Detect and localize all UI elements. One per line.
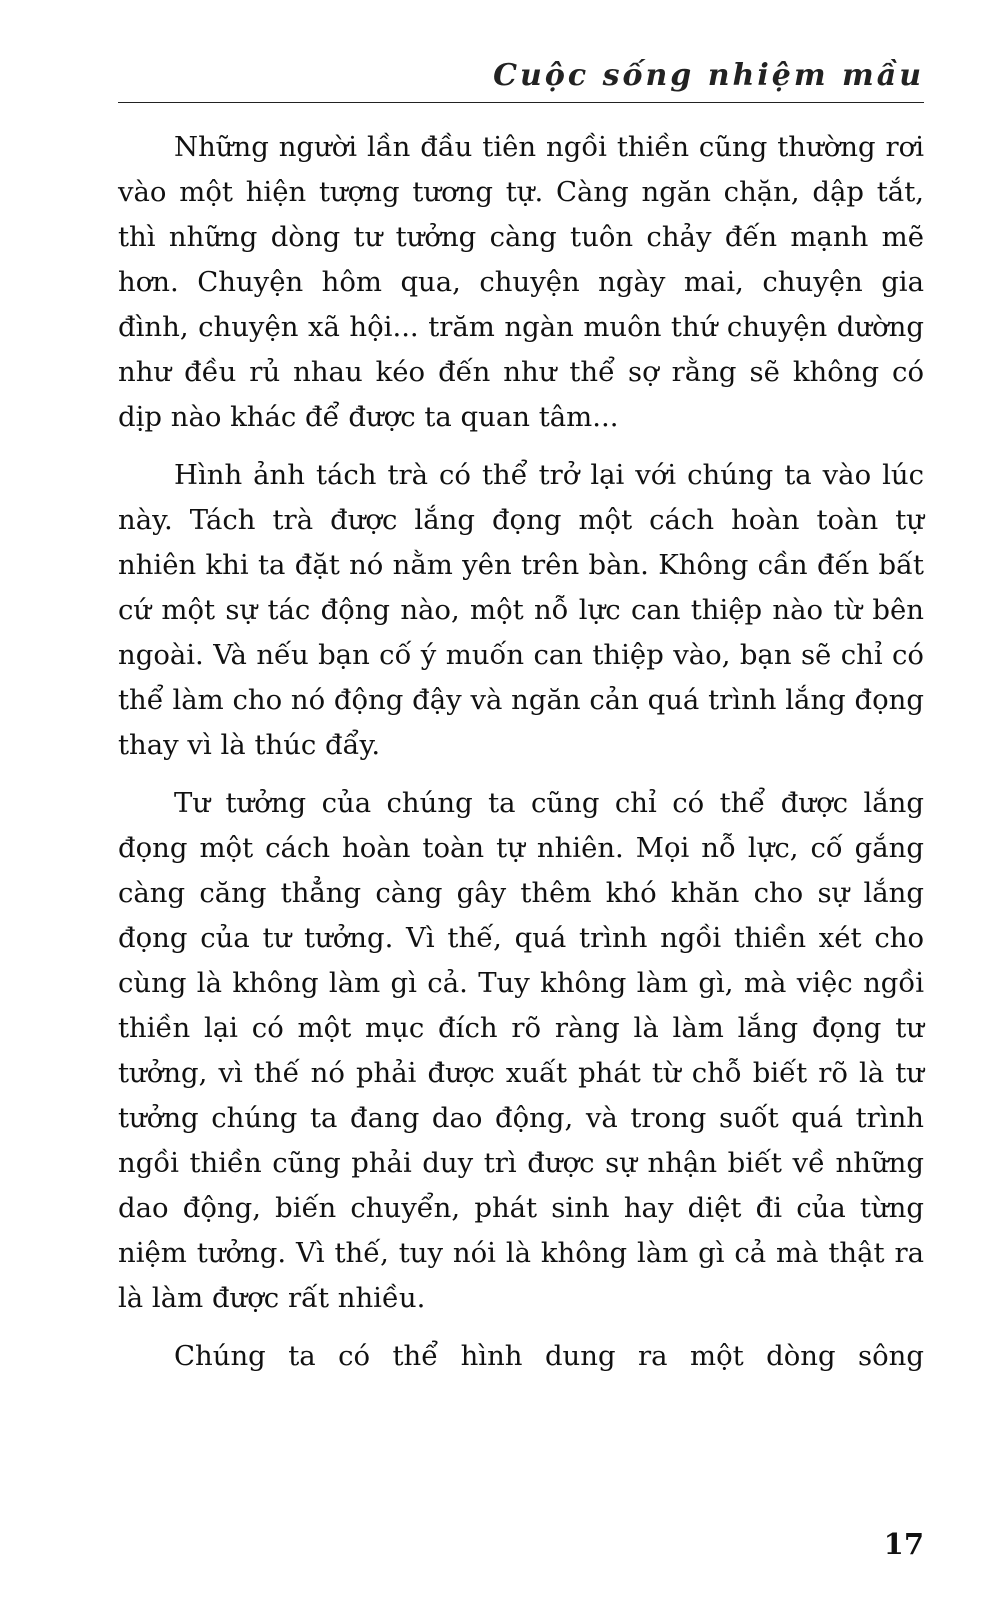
paragraph: Chúng ta có thể hình dung ra một dòng sông [174, 1340, 924, 1372]
paragraph: Tư tưởng của chúng ta cũng chỉ có thể được lắng đọng một cách hoàn toàn tự nhiên. Mọi nỗ lực, cố gắng càng căng thẳng càng gây thêm khó khăn cho sự lắng đọng của tư tưởng. Vì thế, quá trình ngồi thiền xét cho cùng là không làm gì cả. Tuy không làm gì, mà việc ngồi thiền lại có một mục đích rõ ràng là làm lắng đọng tư tưởng, vì thế nó phải được xuất phát từ chỗ biết rõ là tư tưởng chúng ta đang dao động, và trong suốt quá trình ngồi thiền cũng phải duy trì được sự nhận biết về những dao động, biến chuyển, phát sinh hay diệt đi của từng niệm tưởng. Vì thế, tuy nói là không làm gì cả mà thật ra là làm được rất nhiều. [118, 787, 924, 1314]
paragraph: Hình ảnh tách trà có thể trở lại với chúng ta vào lúc này. Tách trà được lắng đọng một cách hoàn toàn tự nhiên khi ta đặt nó nằm yên trên bàn. Không cần đến bất cứ một sự tác động nào, một nỗ lực can thiệp nào từ bên ngoài. Và nếu bạn cố ý muốn can thiệp vào, bạn sẽ chỉ có thể làm cho nó động đậy và ngăn cản quá trình lắng đọng thay vì là thúc đẩy. [118, 459, 924, 761]
page-number: 17 [883, 1527, 924, 1561]
running-title: Cuộc sống nhiệm mầu [493, 58, 924, 93]
running-header [118, 52, 924, 103]
paragraph: Những người lần đầu tiên ngồi thiền cũng thường rơi vào một hiện tượng tương tự. Càng ngăn chặn, dập tắt, thì những dòng tư tưởng càng tuôn chảy đến mạnh mẽ hơn. Chuyện hôm qua, chuyện ngày mai, chuyện gia đình, chuyện xã hội... trăm ngàn muôn thứ chuyện dường như đều rủ nhau kéo đến như thể sợ rằng sẽ không có dịp nào khác để được ta quan tâm... [118, 131, 924, 433]
body-text [118, 125, 924, 1379]
